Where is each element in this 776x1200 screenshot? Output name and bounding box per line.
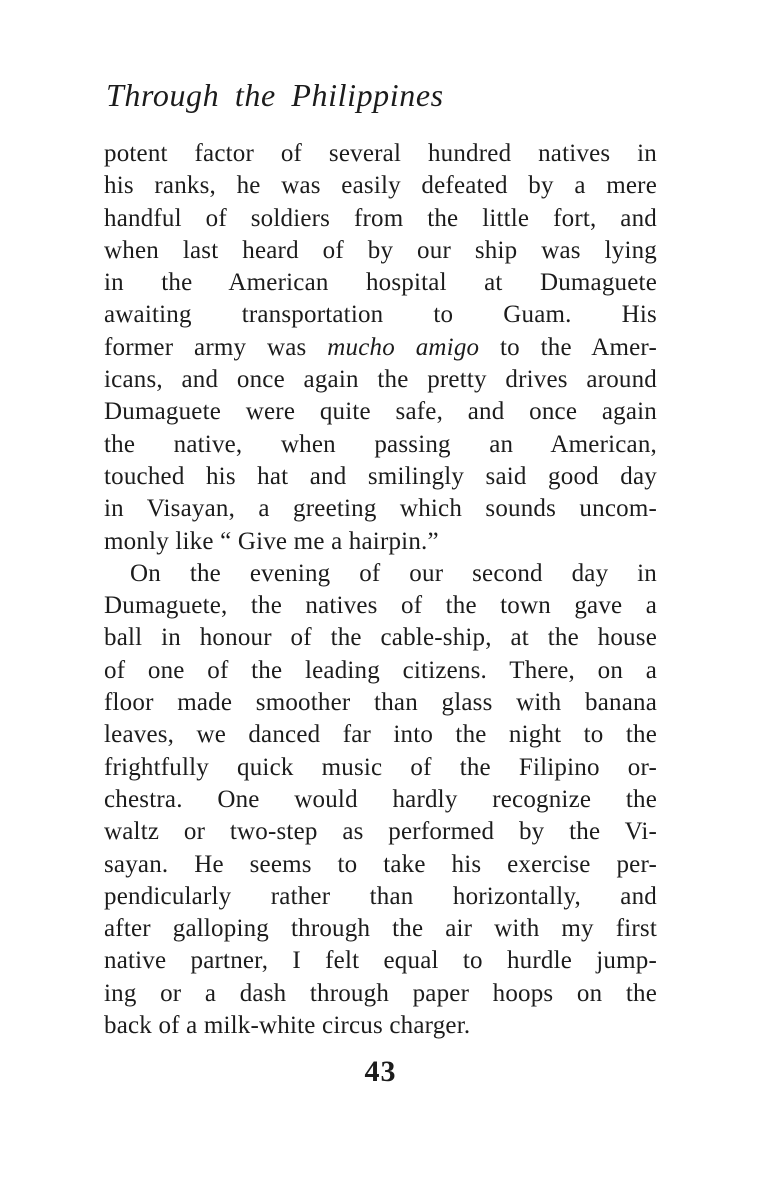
text-line: the native, when passing an American, xyxy=(104,430,657,458)
running-header: Through the Philippines xyxy=(106,77,444,113)
text-line: when last heard of by our ship was lying xyxy=(104,236,657,264)
text-line: of one of the leading citizens. There, on a xyxy=(104,656,657,684)
text-line: in Visayan, a greeting which sounds uncom- xyxy=(104,495,657,523)
text-line: potent factor of several hundred natives in xyxy=(104,140,657,167)
text-line: back of a milk-white circus charger. xyxy=(104,1012,471,1040)
text-line: ball in honour of the cable-ship, at the house xyxy=(104,624,657,652)
text-line: native partner, I felt equal to hurdle jump- xyxy=(104,947,657,975)
text-line: pendicularly rather than horizontally, and xyxy=(104,882,657,910)
text-line: floor made smoother than glass with banana xyxy=(104,689,657,717)
text-line: ing or a dash through paper hoops on the xyxy=(104,979,657,1007)
text-line: frightfully quick music of the Filipino or- xyxy=(104,753,657,781)
text-line: leaves, we danced far into the night to the xyxy=(104,721,657,749)
italic-phrase: mucho amigo xyxy=(327,333,480,361)
text-line: waltz or two-step as performed by the Vi- xyxy=(104,818,657,846)
text-line: his ranks, he was easily defeated by a mere xyxy=(104,172,657,200)
text-line: awaiting transportation to Guam. His xyxy=(104,301,657,329)
text-line: Dumaguete, the natives of the town gave a xyxy=(104,592,657,620)
text-line: former army was mucho amigo to the Amer- xyxy=(104,333,657,361)
text-line: icans, and once again the pretty drives around xyxy=(104,366,657,394)
text-line: sayan. He seems to take his exercise per- xyxy=(104,850,657,878)
text-line: handful of soldiers from the little fort, and xyxy=(104,204,657,232)
text-line: monly like “ Give me a hairpin.” xyxy=(104,527,439,555)
text-line: in the American hospital at Dumaguete xyxy=(104,269,657,297)
page-number: 43 xyxy=(364,1055,397,1088)
body-text xyxy=(104,138,657,1042)
text-line: On the evening of our second day in xyxy=(130,559,657,587)
text-line: after galloping through the air with my first xyxy=(104,915,657,943)
text-line: Dumaguete were quite safe, and once again xyxy=(104,398,657,426)
text-line: chestra. One would hardly recognize the xyxy=(104,785,657,813)
text-line: touched his hat and smilingly said good day xyxy=(104,462,657,490)
